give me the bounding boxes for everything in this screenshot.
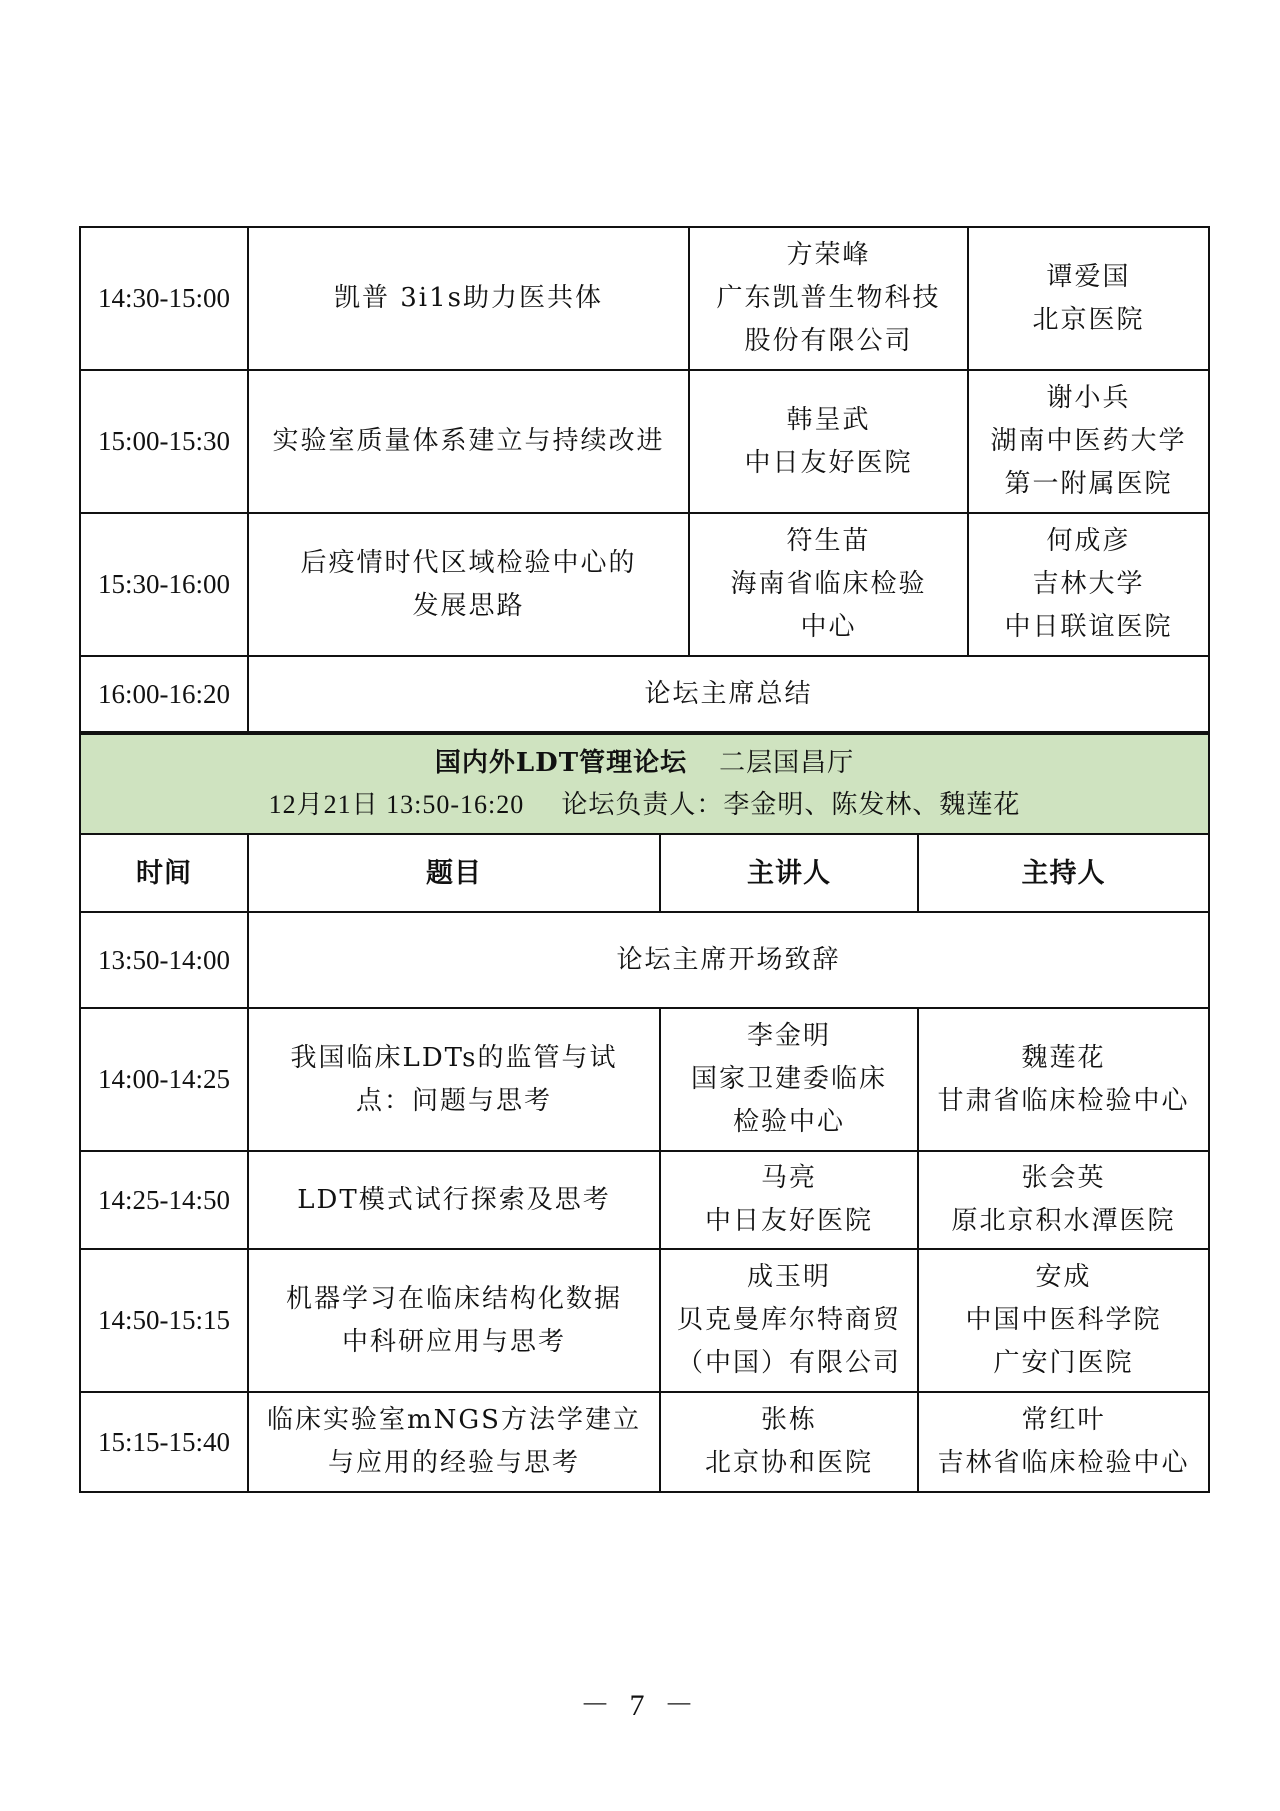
host-cell [968,370,1209,513]
cell-line: 第一附属医院 [1004,469,1173,499]
cell-line: 广安门医院 [993,1348,1134,1378]
cell-line: 广东凯普生物科技 [716,283,941,313]
ldt-forum-table [79,733,1210,1493]
time-cell: 15:00-15:30 [80,370,248,513]
schedule-row [80,513,1209,656]
cell-line: 韩呈武 [786,404,871,435]
speaker-cell [660,1008,918,1151]
schedule-row [80,912,1209,1008]
forum-banner [80,734,1209,834]
cell-line: 吉林大学 [1032,569,1145,599]
schedule-body-continued [80,227,1209,732]
schedule-row [80,1392,1209,1492]
host-cell [968,227,1209,370]
cell-line: 成玉明 [746,1262,831,1292]
host-cell [918,1008,1209,1151]
cell-line: 湖南中医药大学 [990,426,1187,456]
forum-date-time: 12月21日 13:50-16:20 [268,790,525,819]
host-cell [968,513,1209,656]
session-note-cell: 论坛主席总结 [248,656,1209,732]
cell-line: 实验室质量体系建立与持续改进 [272,426,665,456]
cell-line: 何成彦 [1046,526,1131,556]
cell-line: 中心 [800,612,857,642]
host-cell [918,1392,1209,1492]
cell-line: 点：问题与思考 [355,1085,552,1116]
topic-cell [248,370,689,513]
cell-line: 海南省临床检验 [730,569,927,599]
schedule-row [80,1008,1209,1151]
topic-cell [248,1249,660,1392]
forum-info-line [81,784,1208,826]
cell-line: 安成 [1035,1262,1092,1292]
cell-line: 甘肃省临床检验中心 [937,1085,1190,1116]
cell-line: （中国）有限公司 [676,1348,901,1378]
speaker-cell [660,1392,918,1492]
speaker-cell [689,513,968,656]
topic-cell [248,1151,660,1249]
cell-line: 李金明 [746,1021,831,1051]
forum-title: 国内外LDT管理论坛 [434,748,688,778]
cell-line: 吉林省临床检验中心 [937,1448,1190,1478]
schedule-body-forum [80,912,1209,1492]
cell-line: 谭爱国 [1046,261,1131,292]
cell-line: 中日友好医院 [744,447,913,478]
topic-cell [248,1392,660,1492]
cell-line: 常红叶 [1021,1405,1106,1435]
schedule-row [80,656,1209,732]
cell-line: LDT模式试行探索及思考 [297,1184,611,1215]
header-topic: 题目 [248,834,660,912]
page-number: － 7 － [580,1689,700,1722]
cell-line: 张栋 [760,1405,817,1435]
speaker-cell [689,370,968,513]
schedule-row [80,1151,1209,1249]
header-host: 主持人 [918,834,1209,912]
topic-cell [248,513,689,656]
forum-title-line [81,742,1208,784]
schedule-table-continued [79,226,1210,733]
cell-line: 马亮 [760,1163,817,1193]
table-header-row [80,834,1209,912]
schedule-row [80,1249,1209,1392]
forum-banner-row [80,734,1209,834]
cell-line: 与应用的经验与思考 [327,1448,580,1478]
topic-cell [248,1008,660,1151]
cell-line: 张会英 [1021,1163,1106,1193]
speaker-cell [660,1151,918,1249]
cell-line: 中日友好医院 [704,1206,873,1236]
cell-line: 中日联谊医院 [1004,612,1173,642]
time-cell: 13:50-14:00 [80,912,248,1008]
cell-line: 检验中心 [732,1107,845,1137]
cell-line: 发展思路 [412,590,525,621]
cell-line: 中国中医科学院 [965,1305,1162,1335]
cell-line: 谢小兵 [1046,383,1131,413]
host-cell [918,1249,1209,1392]
cell-line: 临床实验室mNGS方法学建立 [267,1405,641,1435]
cell-line: 北京医院 [1032,304,1145,335]
header-speaker: 主讲人 [660,834,918,912]
cell-line: 北京协和医院 [704,1448,873,1478]
cell-line: 股份有限公司 [744,326,913,356]
header-time: 时间 [80,834,248,912]
cell-line: 符生苗 [786,526,871,556]
speaker-cell [689,227,968,370]
time-cell: 15:30-16:00 [80,513,248,656]
cell-line: 国家卫建委临床 [690,1064,887,1094]
forum-leads: 论坛负责人：李金明、陈发林、魏莲花 [561,790,1021,820]
cell-line: 我国临床LDTs的监管与试 [290,1042,618,1073]
cell-line: 后疫情时代区域检验中心的 [300,547,637,578]
cell-line: 贝克曼库尔特商贸 [676,1305,901,1335]
time-cell: 14:30-15:00 [80,227,248,370]
time-cell: 14:00-14:25 [80,1008,248,1151]
cell-line: 魏莲花 [1021,1042,1106,1073]
forum-location: 二层国昌厅 [719,748,855,778]
schedule-row [80,370,1209,513]
speaker-cell [660,1249,918,1392]
cell-line: 中科研应用与思考 [341,1326,566,1357]
session-note-cell: 论坛主席开场致辞 [248,912,1209,1008]
cell-line: 凯普 3i1s助力医共体 [333,283,603,313]
time-cell: 16:00-16:20 [80,656,248,732]
cell-line: 方荣峰 [786,240,871,270]
schedule-row [80,227,1209,370]
host-cell [918,1151,1209,1249]
topic-cell [248,227,689,370]
time-cell: 14:25-14:50 [80,1151,248,1249]
cell-line: 原北京积水潭医院 [951,1206,1176,1236]
time-cell: 14:50-15:15 [80,1249,248,1392]
cell-line: 机器学习在临床结构化数据 [285,1283,622,1314]
time-cell: 15:15-15:40 [80,1392,248,1492]
